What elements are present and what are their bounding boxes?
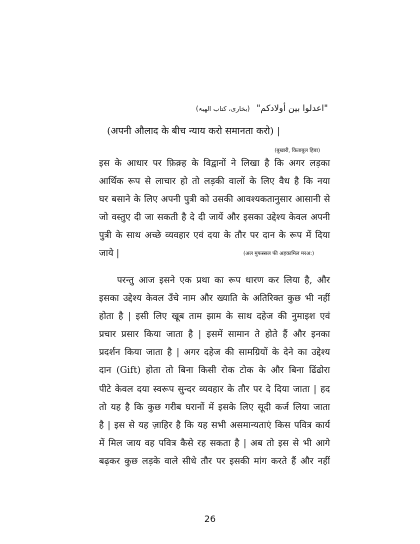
paragraph-1-line: जो वस्तुए दी जा सकती है दे दी जायें और इसका उद्देश्य केवल अपनी — [99, 213, 330, 224]
page-number: 26 — [204, 515, 216, 525]
hadith-arabic-text: "اعدلوا بين أولادكم" — [256, 104, 328, 114]
hadith-translation: (अपनी औलाद के बीच न्याय करो समानता करो) | — [107, 126, 281, 137]
paragraph-2-line: है | इस से यह ज़ाहिर है कि यह सभी असमान्यताएं किस पवित्र कार्य — [99, 420, 330, 431]
paragraph-1-line: आर्थिक रूप से लाचार हो तो लड़की वालों के लिए वैध है कि नया — [99, 177, 330, 188]
paragraph-2-line: दान (Gift) होता तो बिना किसी रोक टोक के और बिना ढिंढोरा — [99, 366, 330, 377]
paragraph-1 — [99, 155, 330, 264]
paragraph-2-line: प्रदर्शन किया जाता है | अगर दहेज की सामग्रियों के देने का उद्देश्य — [99, 348, 330, 359]
paragraph-1-line: पुत्री के साथ अच्छे व्यवहार एवं दया के तौर पर दान के रूप में दिया — [99, 231, 330, 242]
paragraph-2-line: प्रचार प्रसार किया जाता है | इसमें सामान ते होते हैं और इनका — [99, 330, 330, 341]
paragraph-1-line: इस के आधार पर फ़िक़्ह के विद्वानों ने लिखा है कि अगर लड़का — [99, 159, 330, 169]
hadith-arabic-line — [196, 104, 328, 114]
paragraph-2-line: तो यह है कि कुछ गरीब घरानों में इसके लिए सूदी कर्ज लिया जाता — [99, 402, 330, 413]
hadith-source: (बुखारी, किताबुल हिबा) — [274, 148, 320, 154]
hadith-arabic-reference: (بخاری، کتاب الھبۃ) — [195, 105, 250, 113]
paragraph-2-line: बढ़कर कुछ लड़के वाले सीधे तौर पर इसकी मांग करते हैं और नहीं — [99, 456, 330, 467]
paragraph-2-line: इसका उद्देश्य केवल उँचे नाम और ख्याति के अतिरिक्त कुछ भी नहीं — [99, 294, 330, 305]
paragraph-2-line: परन्तु आज इसने एक प्रथा का रूप धारण कर लिया है, और — [117, 276, 330, 286]
paragraph-1-line: घर बसाने के लिए अपनी पुत्री को उसकी आवश्यकतानुसार आसानी से — [99, 195, 330, 206]
paragraph-2-line: होता है | इसी लिए खूब ताम झाम के साथ दहेज की नुमाइश एवं — [99, 312, 330, 323]
paragraph-2-line: में मिल जाय वह पवित्र कैसे रह सकता है | अब तो इस से भी आगे — [99, 438, 330, 449]
paragraph-1-line: जाये | — [99, 249, 120, 260]
paragraph-1-source: (अल मुफस्सल फी अहकामिल मरअ:) — [243, 251, 314, 258]
paragraph-2-line: पीटे केवल दया स्वरूप सुन्दर व्यवहार के तौर पर दे दिया जाता | हद — [99, 384, 330, 395]
paragraph-2 — [99, 272, 330, 471]
paragraph-1-last-line — [99, 245, 330, 263]
